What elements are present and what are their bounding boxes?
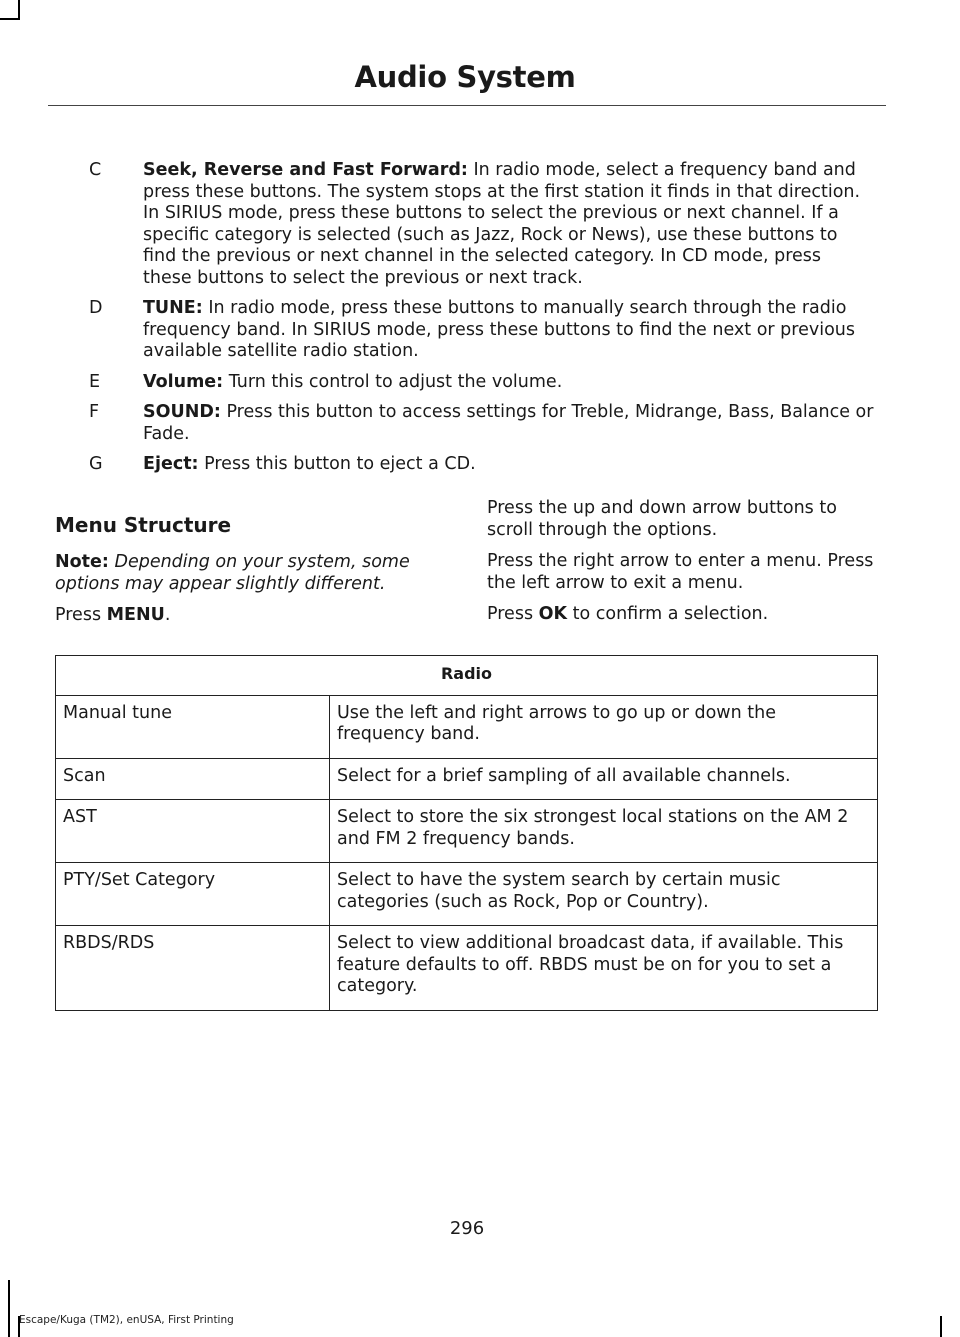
description-cell: Select to store the six strongest local stations on the AM 2 and FM 2 frequency bands. <box>330 800 878 863</box>
item-c <box>0 160 960 289</box>
table-header-row <box>56 656 878 696</box>
item-body: In radio mode, press these buttons to manually search through the radio frequency band. In SIRIUS mode, press these buttons to find the next or previous available satellite radio station. <box>143 298 855 361</box>
ok-key: OK <box>538 604 568 624</box>
page-number: 296 <box>449 1218 485 1239</box>
item-text <box>143 298 875 363</box>
press-prefix: Press <box>55 605 107 625</box>
crop-mark-bottom-right <box>940 1316 942 1337</box>
item-text <box>143 454 875 476</box>
item-body: Turn this control to adjust the volume. <box>223 371 563 392</box>
description-cell: Select to view additional broadcast data, if available. This feature defaults to off. RBDS must be on for you to set a category. <box>330 926 878 1011</box>
item-letter: E <box>89 371 101 392</box>
confirm-suffix: to confirm a selection. <box>567 604 769 624</box>
item-letter: D <box>89 298 103 318</box>
page-title: Audio System <box>354 60 576 94</box>
option-cell: Manual tune <box>56 695 330 758</box>
table-row <box>56 800 878 863</box>
scroll-instruction: Press the up and down arrow buttons to scroll through the options. <box>487 498 837 540</box>
item-body: Press this button to access settings for Treble, Midrange, Bass, Balance or Fade. <box>143 402 874 444</box>
option-cell: AST <box>56 800 330 863</box>
description-cell: Select for a brief sampling of all available channels. <box>330 758 878 800</box>
description-cell: Select to have the system search by certain music categories (such as Rock, Pop or Country). <box>330 863 878 926</box>
item-text <box>143 372 875 394</box>
item-f <box>0 402 960 445</box>
note-text: Depending on your system, some options may appear slightly different. <box>55 552 410 594</box>
item-text <box>143 160 875 289</box>
item-text <box>143 402 875 445</box>
item-label: Seek, Reverse and Fast Forward: <box>143 160 468 180</box>
menu-key: MENU <box>106 605 165 625</box>
header-divider <box>48 105 886 106</box>
crop-mark-top-left <box>0 18 18 20</box>
item-label: TUNE: <box>143 298 203 318</box>
press-suffix: . <box>164 605 171 625</box>
press-menu-paragraph <box>55 605 430 627</box>
option-cell: PTY/Set Category <box>56 863 330 926</box>
table-row <box>56 758 878 800</box>
note-paragraph <box>55 552 430 595</box>
item-label: Volume: <box>143 371 224 392</box>
confirm-prefix: Press <box>487 604 539 624</box>
crop-mark-bottom-left <box>8 1280 10 1337</box>
note-label: Note: <box>55 552 109 572</box>
description-cell: Use the left and right arrows to go up or down the frequency band. <box>330 695 878 758</box>
option-cell: RBDS/RDS <box>56 926 330 1011</box>
table-header: Radio <box>56 656 878 696</box>
table-row <box>56 926 878 1011</box>
section-heading: Menu Structure <box>55 513 232 537</box>
item-d <box>0 298 960 363</box>
item-letter: F <box>89 402 100 422</box>
option-cell: Scan <box>56 758 330 800</box>
item-letter: C <box>89 160 102 180</box>
table-row <box>56 695 878 758</box>
confirm-instruction <box>487 604 877 626</box>
menu-structure-right-column <box>487 498 877 636</box>
crop-mark-top-left-vertical <box>18 0 20 20</box>
item-body: Press this button to eject a CD. <box>198 454 476 474</box>
radio-menu-table <box>55 655 878 1011</box>
footer-edition: Escape/Kuga (TM2), enUSA, First Printing <box>19 1314 234 1326</box>
item-e <box>0 372 960 394</box>
table-row <box>56 863 878 926</box>
menu-structure-left-column <box>55 512 430 637</box>
item-label: Eject: <box>143 454 199 474</box>
item-letter: G <box>89 454 103 474</box>
enter-exit-instruction: Press the right arrow to enter a menu. Press the left arrow to exit a menu. <box>487 551 874 593</box>
item-body: In radio mode, select a frequency band and press these buttons. The system stops at the first station it finds in that direction. In SIRIUS mode, press these buttons to select the previous or next channel. If a specific category is selected (such as Jazz, Rock or News), use these buttons to find the previous or next channel in the selected category. In CD mode, press these buttons to select the previous or next track. <box>143 160 861 288</box>
item-g <box>0 454 960 476</box>
item-label: SOUND: <box>143 402 221 422</box>
control-descriptions <box>0 160 960 485</box>
